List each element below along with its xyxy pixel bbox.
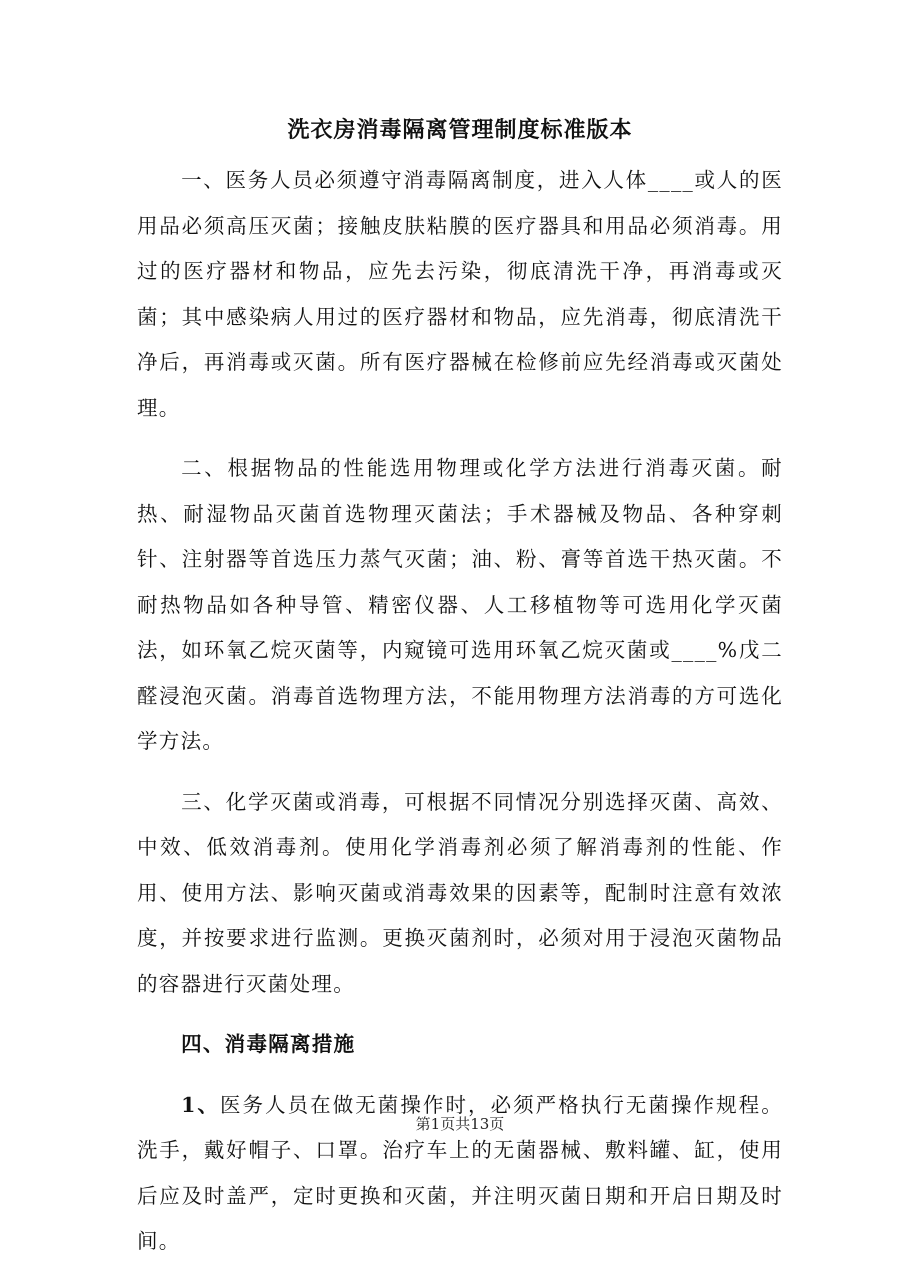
section-heading: 四、消毒隔离措施 <box>181 1032 356 1056</box>
item-1-number: 1、 <box>181 1092 220 1117</box>
document-body <box>137 158 783 1280</box>
paragraph-item-1 <box>137 1083 783 1265</box>
paragraph-3: 三、化学灭菌或消毒，可根据不同情况分别选择灭菌、高效、中效、低效消毒剂。使用化学消毒剂必须了解消毒剂的性能、作用、使用方法、影响灭菌或消毒效果的因素等，配制时注意有效浓度，并按要求进行监测。更换灭菌剂时，必须对用于浸泡灭菌物品的容器进行灭菌处理。 <box>137 789 783 996</box>
paragraph-1: 一、医务人员必须遵守消毒隔离制度，进入人体____或人的医用品必须高压灭菌；接触皮肤粘膜的医疗器具和用品必须消毒。用过的医疗器材和物品，应先去污染，彻底清洗干净，再消毒或灭菌；其中感染病人用过的医疗器材和物品，应先消毒，彻底清洗干净后，再消毒或灭菌。所有医疗器械在检修前应先经消毒或灭菌处理。 <box>137 168 783 420</box>
paragraph-2: 二、根据物品的性能选用物理或化学方法进行消毒灭菌。耐热、耐湿物品灭菌首选物理灭菌法；手术器械及物品、各种穿刺针、注射器等首选压力蒸气灭菌；油、粉、膏等首选干热灭菌。不耐热物品如各种导管、精密仪器、人工移植物等可选用化学灭菌法，如环氧乙烷灭菌等，内窥镜可选用环氧乙烷灭菌或____%戊二醛浸泡灭菌。消毒首选物理方法，不能用物理方法消毒的方可选化学方法。 <box>137 456 783 753</box>
document-title: 洗衣房消毒隔离管理制度标准版本 <box>287 117 633 143</box>
page-number: 第1页共13页 <box>415 1115 505 1133</box>
item-1-text: 医务人员在做无菌操作时，必须严格执行无菌操作规程。洗手，戴好帽子、口罩。治疗车上的无菌器械、敷料罐、缸，使用后应及时盖严，定时更换和灭菌，并注明灭菌日期和开启日期及时间。 <box>137 1092 783 1253</box>
